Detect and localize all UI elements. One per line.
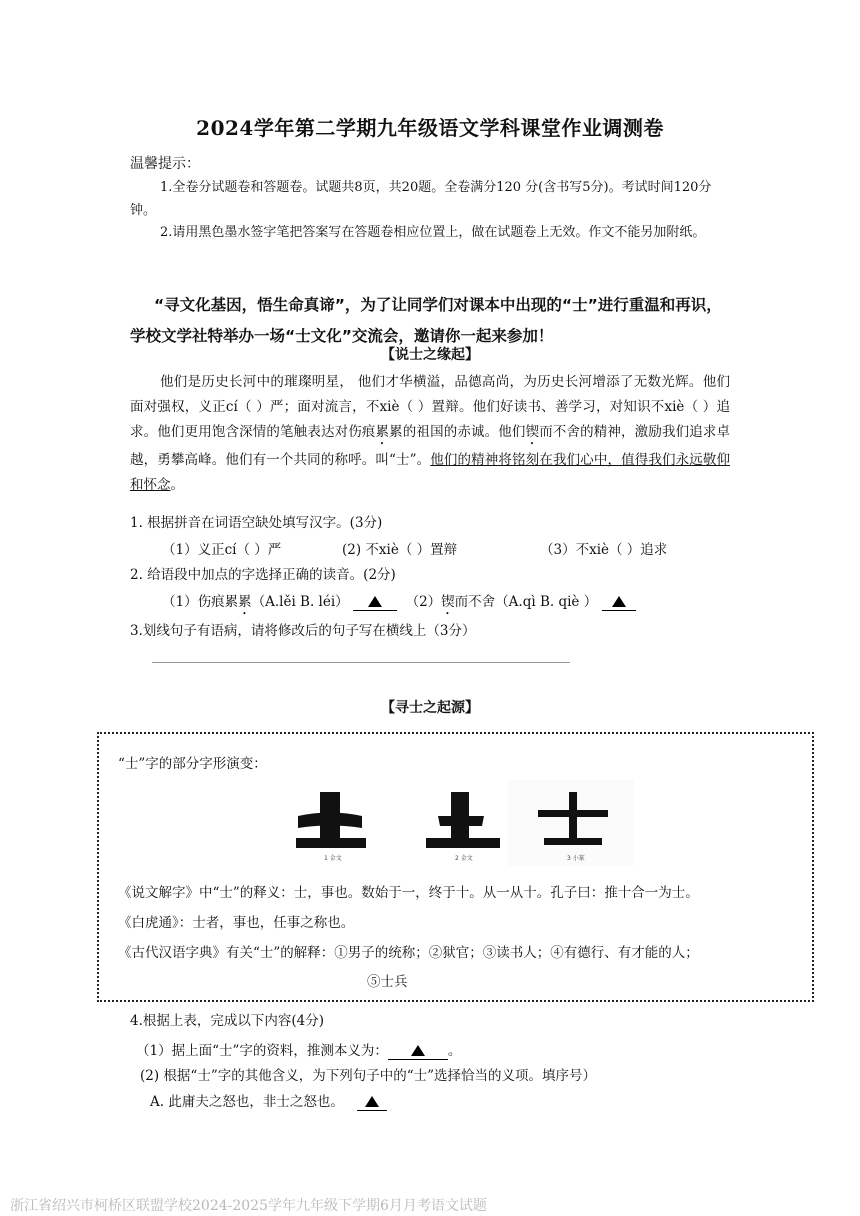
- question-2: 2. 给语段中加点的字选择正确的读音。(2分): [130, 567, 396, 583]
- q2-items: （1）伤痕累累（A.lěi B. léi） （2）锲而不舍（A.qì B. qiè ）: [162, 590, 636, 618]
- triangle-icon: [411, 1045, 425, 1056]
- glyph-label: 2 金文: [455, 855, 473, 862]
- question-1: 1. 根据拼音在词语空缺处填写汉字。(3分): [130, 515, 383, 531]
- question-3: 3.划线句子有语病，请将修改后的句子写在横线上（3分）: [130, 623, 476, 639]
- notice-item: 2.请用黑色墨水签字笔把答案写在答题卷相应位置上，做在试题卷上无效。作文不能另加附纸。: [160, 225, 706, 240]
- notice-item: 1.全卷分试题卷和答题卷。试题共8页，共20题。全卷满分120 分(含书写5分)。考试时间120分钟。: [130, 180, 712, 218]
- answer-blank[interactable]: [388, 1043, 448, 1060]
- dotted-char: 锲: [441, 594, 455, 610]
- footer-watermark: 浙江省绍兴市柯桥区联盟学校2024-2025学年九年级下学期6月月考语文试题: [10, 1198, 487, 1214]
- page-title: 2024学年第二学期九年级语文学科课堂作业调测卷: [196, 116, 664, 140]
- shuowen-line: 《说文解字》中“士”的释义：士，事也。数始于一，终于十。从一从十。孔子曰：推十合一为士。: [118, 885, 699, 901]
- triangle-icon: [368, 596, 382, 607]
- answer-blank[interactable]: [353, 594, 397, 611]
- dotted-char: 累: [375, 424, 390, 440]
- answer-blank[interactable]: [602, 594, 636, 611]
- q1-item-3: （3）不xiè（ ）追求: [540, 542, 668, 558]
- baihutong-line: 《白虎通》：士者，事也，任事之称也。: [118, 915, 355, 931]
- box-intro: “士”字的部分字形演变：: [118, 756, 267, 772]
- glyph-label: 3 小篆: [567, 855, 585, 862]
- glyph-label: 1 金文: [324, 855, 342, 862]
- answer-line[interactable]: [152, 662, 570, 663]
- q1-item-1: （1）义正cí（ ）严: [162, 542, 282, 558]
- triangle-icon: [365, 1096, 379, 1107]
- answer-blank[interactable]: [357, 1094, 387, 1111]
- glyph-1: [296, 792, 366, 848]
- gudai-line: 《古代汉语字典》有关“士”的解释：①男子的统称；②狱官；③读书人；④有德行、有才能的人；: [118, 945, 699, 961]
- notice-heading: 温馨提示：: [130, 156, 200, 172]
- dotted-char: 锲: [525, 424, 540, 440]
- dotted-char: 累: [238, 594, 252, 610]
- reading-paragraph: 他们是历史长河中的璀璨明星， 他们才华横溢，品德高尚，为历史长河增添了无数光辉。他们面对强权，义正cí（ ）严；面对流言，不xiè（ ）置辩。他们好读书、善学习，对知识不xiè（ ）追求。他们更用饱含深情的笔触表达对伤痕累累的祖国的赤诚。他们锲而不舍的精神，激励我们追求卓越，勇攀高峰。他们有一个共同的称呼。叫“士”。他们的精神将铭刻在我们心中，值得我们永远敬仰和怀念。: [130, 374, 731, 493]
- info-box: [97, 732, 814, 1002]
- q4-sub-1: （1）据上面“士”字的资料，推测本义为： 。: [136, 1043, 462, 1059]
- triangle-icon: [612, 596, 626, 607]
- q4-sub-2: (2) 根据“士”字的其他含义，为下列句子中的“士”选择恰当的义项。填序号）: [140, 1068, 597, 1084]
- intro-paragraph: “寻文化基因，悟生命真谛”，为了让同学们对课本中出现的“士”进行重温和再识，学校文学社特举办一场“士文化”交流会，邀请你一起来参加！: [130, 296, 722, 345]
- q1-item-2: (2) 不xiè（ ）置辩: [342, 542, 458, 558]
- glyph-2: [426, 792, 500, 848]
- underlined-sentence: 他们的精神将铭刻在我们心中，值得我们永远敬仰和怀念: [130, 452, 730, 493]
- section-heading-origin: 【说士之缘起】: [381, 347, 479, 363]
- question-4: 4.根据上表，完成以下内容(4分): [130, 1013, 325, 1029]
- section-heading-source: 【寻士之起源】: [381, 700, 479, 716]
- q4-sub-2-a: A. 此庸夫之怒也，非士之怒也。: [150, 1090, 387, 1111]
- glyph-evolution-image: [292, 778, 640, 866]
- gudai-line-2: ⑤士兵: [367, 974, 408, 990]
